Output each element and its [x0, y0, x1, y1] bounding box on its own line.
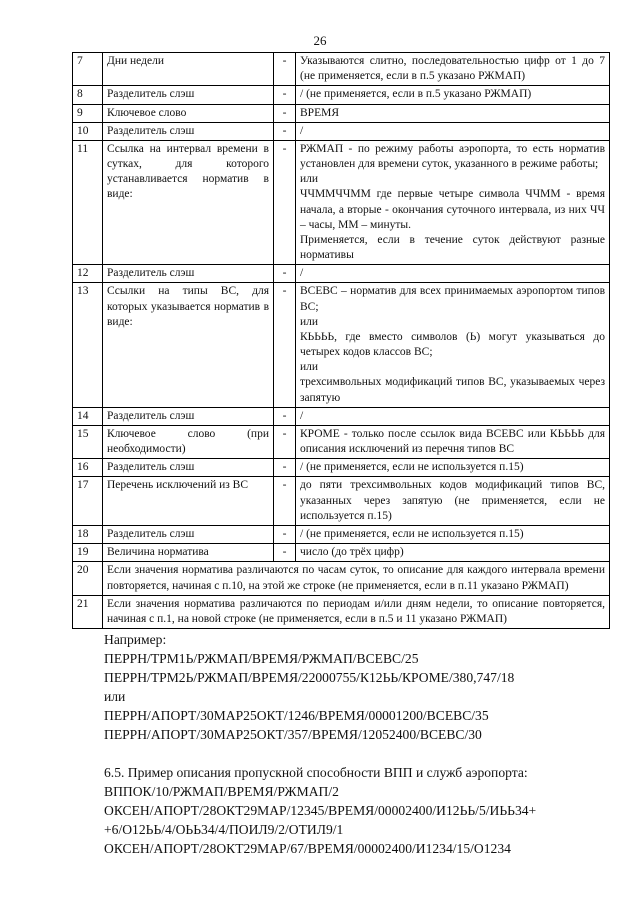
description-line: КЬЬЬЬ, где вместо символов (Ь) могут указываться до четырех кодов классов ВС; — [300, 330, 605, 359]
row-number: 12 — [73, 265, 103, 283]
description-line: до пяти трехсимвольных кодов модификаций типов ВС, указанных через запятую (не применяется, если не используется п.15) — [300, 479, 605, 522]
example-line: ПЕРРН/ТРМ2Ь/РЖМАП/ВРЕМЯ/22000755/К12ЬЬ/КРОМЕ/380,747/18 — [104, 670, 515, 685]
description-line: Применяется, если в течение суток действуют разные нормативы — [300, 233, 605, 262]
field-description — [296, 477, 610, 526]
field-flag: - — [274, 425, 296, 458]
description-line: или — [300, 361, 319, 374]
field-description — [296, 459, 610, 477]
example-line: ОКСЕН/АПОРТ/28ОКТ29МАР/12345/ВРЕМЯ/00002400/И12ЬЬ/5/ИЬЬ34+ — [104, 803, 537, 818]
field-name: Дни недели — [103, 53, 274, 86]
field-flag: - — [274, 86, 296, 104]
row-note: Если значения норматива различаются по часам суток, то описание для каждого интервала времени повторяется, начиная с п.10, на этой же строке (не применяется, если в п.11 указано РЖМАП) — [103, 562, 610, 595]
row-number: 10 — [73, 122, 103, 140]
row-number: 9 — [73, 104, 103, 122]
table-row — [73, 459, 610, 477]
field-flag: - — [274, 407, 296, 425]
description-line: / (не применяется, если не используется п.15) — [300, 527, 524, 540]
field-name: Ключевое слово — [103, 104, 274, 122]
row-number: 8 — [73, 86, 103, 104]
field-flag: - — [274, 525, 296, 543]
table-row — [73, 140, 610, 264]
examples-block — [104, 630, 624, 858]
table-row-wide — [73, 595, 610, 628]
description-line: ВСЕВС – норматив для всех принимаемых аэропортом типов ВС; — [300, 285, 605, 313]
row-number: 7 — [73, 53, 103, 86]
description-line: Указываются слитно, последовательностью цифр от 1 до 7 (не применяется, если в п.5 указано РЖМАП) — [300, 55, 605, 83]
field-name: Разделитель слэш — [103, 122, 274, 140]
field-flag: - — [274, 459, 296, 477]
table-row — [73, 104, 610, 122]
field-flag: - — [274, 544, 296, 562]
field-flag: - — [274, 140, 296, 264]
table-row — [73, 122, 610, 140]
field-description — [296, 265, 610, 283]
description-line: трехсимвольных модификаций типов ВС, указываемых через запятую — [300, 376, 605, 404]
field-description — [296, 525, 610, 543]
description-line: РЖМАП - по режиму работы аэропорта, то есть норматив установлен для времени суток, указанного в режиме работы; — [300, 142, 605, 171]
description-line: или — [300, 315, 319, 328]
example-line: ОКСЕН/АПОРТ/28ОКТ29МАР/67/ВРЕМЯ/00002400/И1234/15/О1234 — [104, 841, 511, 856]
field-flag: - — [274, 283, 296, 407]
row-number: 15 — [73, 425, 103, 458]
description-line: / — [300, 124, 304, 137]
field-name: Разделитель слэш — [103, 459, 274, 477]
description-line: ВРЕМЯ — [300, 106, 339, 119]
row-note: Если значения норматива различаются по периодам и/или дням недели, то описание повторяется, начиная с п.1, на новой строке (не применяется, если в п.5 и 11 указано РЖМАП) — [103, 595, 610, 628]
field-description — [296, 53, 610, 86]
example-line: ВППОК/10/РЖМАП/ВРЕМЯ/РЖМАП/2 — [104, 784, 339, 799]
field-flag: - — [274, 53, 296, 86]
format-spec-table — [72, 52, 610, 629]
field-description — [296, 86, 610, 104]
examples-heading: Например: — [104, 632, 167, 647]
table-row — [73, 407, 610, 425]
table-row-wide — [73, 562, 610, 595]
table-row — [73, 265, 610, 283]
row-number: 21 — [73, 595, 103, 628]
row-number: 18 — [73, 525, 103, 543]
field-description — [296, 122, 610, 140]
description-line: КРОМЕ - только после ссылок вида ВСЕВС или КЬЬЬЬ для описания исключений из перечня типов ВС — [300, 427, 605, 456]
table-row — [73, 86, 610, 104]
field-name: Разделитель слэш — [103, 525, 274, 543]
description-line: ЧЧММЧЧММ где первые четыре символа ЧЧММ - время начала, а вторые - окончания суточного интервала, из них ЧЧ – часы, ММ – минуты. — [300, 188, 605, 231]
field-flag: - — [274, 477, 296, 526]
field-name: Разделитель слэш — [103, 86, 274, 104]
field-name: Величина норматива — [103, 544, 274, 562]
field-name: Ссылка на интервал времени в сутках, для которого устанавливается норматив в виде: — [103, 140, 274, 264]
table-row — [73, 53, 610, 86]
table-row — [73, 425, 610, 458]
field-description — [296, 407, 610, 425]
field-description — [296, 425, 610, 458]
description-line: / (не применяется, если не используется п.15) — [300, 461, 524, 474]
section-title: 6.5. Пример описания пропускной способности ВПП и служб аэропорта: — [104, 765, 528, 780]
field-name: Ключевое слово (при необходимости) — [103, 425, 274, 458]
description-line: число (до трёх цифр) — [300, 546, 404, 559]
description-line: / — [300, 409, 304, 422]
example-lines-a — [104, 649, 624, 744]
field-description — [296, 283, 610, 407]
table-row — [73, 477, 610, 526]
field-description — [296, 104, 610, 122]
example-line: ПЕРРН/АПОРТ/30МАР25ОКТ/357/ВРЕМЯ/12052400/ВСЕВС/30 — [104, 727, 482, 742]
example-line: +6/О12ЬЬ/4/ОЬЬ34/4/ПОИЛ9/2/ОТИЛ9/1 — [104, 822, 344, 837]
table-row — [73, 283, 610, 407]
page-number: 26 — [313, 33, 327, 48]
row-number: 20 — [73, 562, 103, 595]
description-line: / (не применяется, если в п.5 указано РЖМАП) — [300, 88, 532, 101]
field-flag: - — [274, 104, 296, 122]
row-number: 13 — [73, 283, 103, 407]
description-line: / — [300, 267, 304, 280]
field-name: Перечень исключений из ВС — [103, 477, 274, 526]
field-name: Ссылки на типы ВС, для которых указывается норматив в виде: — [103, 283, 274, 407]
row-number: 14 — [73, 407, 103, 425]
field-description — [296, 544, 610, 562]
field-name: Разделитель слэш — [103, 407, 274, 425]
description-line: или — [300, 173, 319, 186]
row-number: 19 — [73, 544, 103, 562]
field-name: Разделитель слэш — [103, 265, 274, 283]
example-lines-b — [104, 782, 624, 858]
example-line: ПЕРРН/АПОРТ/30МАР25ОКТ/1246/ВРЕМЯ/00001200/ВСЕВС/35 — [104, 708, 489, 723]
table-row — [73, 544, 610, 562]
field-flag: - — [274, 265, 296, 283]
table-row — [73, 525, 610, 543]
row-number: 11 — [73, 140, 103, 264]
row-number: 16 — [73, 459, 103, 477]
field-flag: - — [274, 122, 296, 140]
example-line: ПЕРРН/ТРМ1Ь/РЖМАП/ВРЕМЯ/РЖМАП/ВСЕВС/25 — [104, 651, 419, 666]
field-description — [296, 140, 610, 264]
example-line: или — [104, 689, 126, 704]
row-number: 17 — [73, 477, 103, 526]
